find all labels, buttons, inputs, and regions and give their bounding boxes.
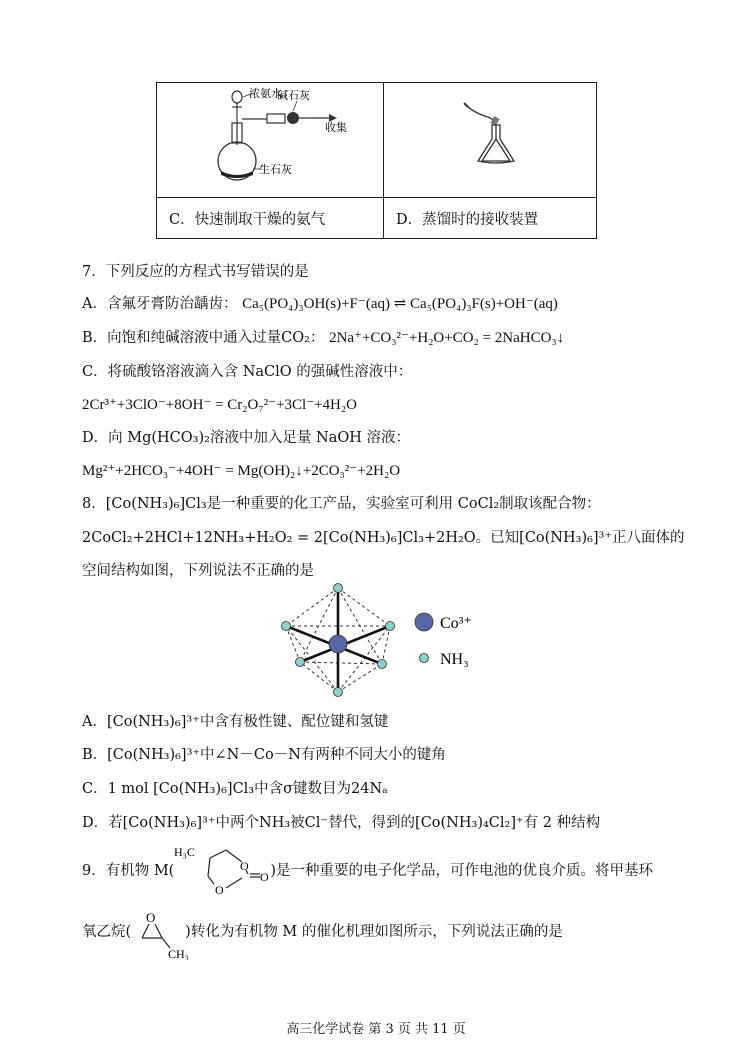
q9-line1 xyxy=(82,861,653,881)
label-collect: 收集 xyxy=(325,121,347,134)
cyclic-carbonate-structure xyxy=(170,836,270,898)
page-footer: 高三化学试卷 第 3 页 共 11 页 xyxy=(286,1022,466,1037)
q7-option-c: C．将硫酸铬溶液滴入含 NaClO 的强碱性溶液中： xyxy=(82,364,413,380)
label-soda-lime: 碱石灰 xyxy=(277,89,310,102)
caption-d: D．蒸馏时的接收装置 xyxy=(384,198,597,239)
ammonia-apparatus-figure xyxy=(157,83,383,193)
q7-d-equation: Mg²⁺+2HCO₃⁻+4OH⁻ = Mg(OH)₂↓+2CO₃²⁻+2H₂O xyxy=(82,463,401,479)
nh3-atom xyxy=(334,584,343,593)
q8-line2: 2CoCl₂+2HCl+12NH₃+H₂O₂ = 2[Co(NH₃)₆]Cl₃+2H₂O。已知[Co(NH₃)₆]³⁺正八面体的 xyxy=(82,530,685,546)
legend-co-marker xyxy=(415,613,433,631)
q7-b-equation: 2Na⁺+CO₃²⁻+H₂O+CO₂ = 2NaHCO₃↓ xyxy=(329,330,565,346)
apparatus-d-cell xyxy=(384,83,597,198)
epoxide-ch3: CH₃ xyxy=(168,947,189,960)
legend-nh3-marker xyxy=(420,654,429,663)
q8-option-c: C．1 mol [Co(NH₃)₆]Cl₃中含σ键数目为24Nₐ xyxy=(82,781,388,797)
q7-option-b xyxy=(82,328,564,348)
nh3-atom xyxy=(296,658,305,667)
q8-option-a: A．[Co(NH₃)₆]³⁺中含有极性键、配位键和氢键 xyxy=(82,714,389,730)
q8-option-b: B．[Co(NH₃)₆]³⁺中∠N－Co－N有两种不同大小的键角 xyxy=(82,747,446,763)
q7-c-equation: 2Cr³⁺+3ClO⁻+8OH⁻ = Cr₂O₇²⁻+3Cl⁻+4H₂O xyxy=(82,397,357,413)
nh3-atom xyxy=(334,688,343,697)
epoxide-o: O xyxy=(146,910,156,925)
struct-m-o1: O xyxy=(240,859,249,873)
co-atom xyxy=(329,635,347,653)
q9-line2-suffix: )转化为有机物 M 的催化机理如图所示，下列说法正确的是 xyxy=(185,924,563,940)
octahedron-figure xyxy=(270,580,500,700)
q9-line2-prefix: 氧乙烷( xyxy=(82,924,132,940)
q7-option-a xyxy=(82,294,558,314)
q7-stem: 7．下列反应的方程式书写错误的是 xyxy=(82,264,309,280)
apparatus-table xyxy=(156,82,597,239)
receiver-flask-figure xyxy=(384,83,596,193)
q8-line1: 8．[Co(NH₃)₆]Cl₃是一种重要的化工产品，实验室可利用 CoCl₂制取该配合物： xyxy=(82,496,601,512)
q8-option-d: D．若[Co(NH₃)₆]³⁺中两个NH₃被Cl⁻替代，得到的[Co(NH₃)₄Cl₂]⁺有 2 种结构 xyxy=(82,815,601,831)
q9-prefix: 9．有机物 M( xyxy=(82,863,175,879)
apparatus-c-cell xyxy=(157,83,384,198)
q9-suffix: )是一种重要的电子化学品，可作电池的优良介质。将甲基环 xyxy=(270,863,653,879)
legend-co-label: Co³⁺ xyxy=(440,615,472,632)
struct-m-o2: O xyxy=(215,883,224,897)
struct-m-ch3: H₃C xyxy=(174,845,195,859)
label-conc-ammonia: 浓氨水 xyxy=(249,87,282,100)
epoxide-structure xyxy=(136,904,200,960)
legend-nh3-label: NH₃ xyxy=(440,651,469,668)
q7-b-prefix: B．向饱和纯碱溶液中通入过量CO₂： xyxy=(82,330,325,346)
nh3-atom xyxy=(386,622,395,631)
nh3-atom xyxy=(378,660,387,669)
label-quicklime: 生石灰 xyxy=(259,163,292,176)
q7-a-prefix: A．含氟牙膏防治龋齿： xyxy=(82,296,238,312)
q7-option-d: D．向 Mg(HCO₃)₂溶液中加入足量 NaOH 溶液： xyxy=(82,430,411,446)
q7-a-equation: Ca₅(PO₄)₃OH(s)+F⁻(aq) ⇌ Ca₅(PO₄)₃F(s)+OH⁻(aq) xyxy=(242,296,558,312)
caption-c: C．快速制取干燥的氨气 xyxy=(157,198,384,239)
q8-line3: 空间结构如图，下列说法不正确的是 xyxy=(82,563,314,579)
struct-m-o3: O xyxy=(260,870,269,884)
nh3-atom xyxy=(282,622,291,631)
